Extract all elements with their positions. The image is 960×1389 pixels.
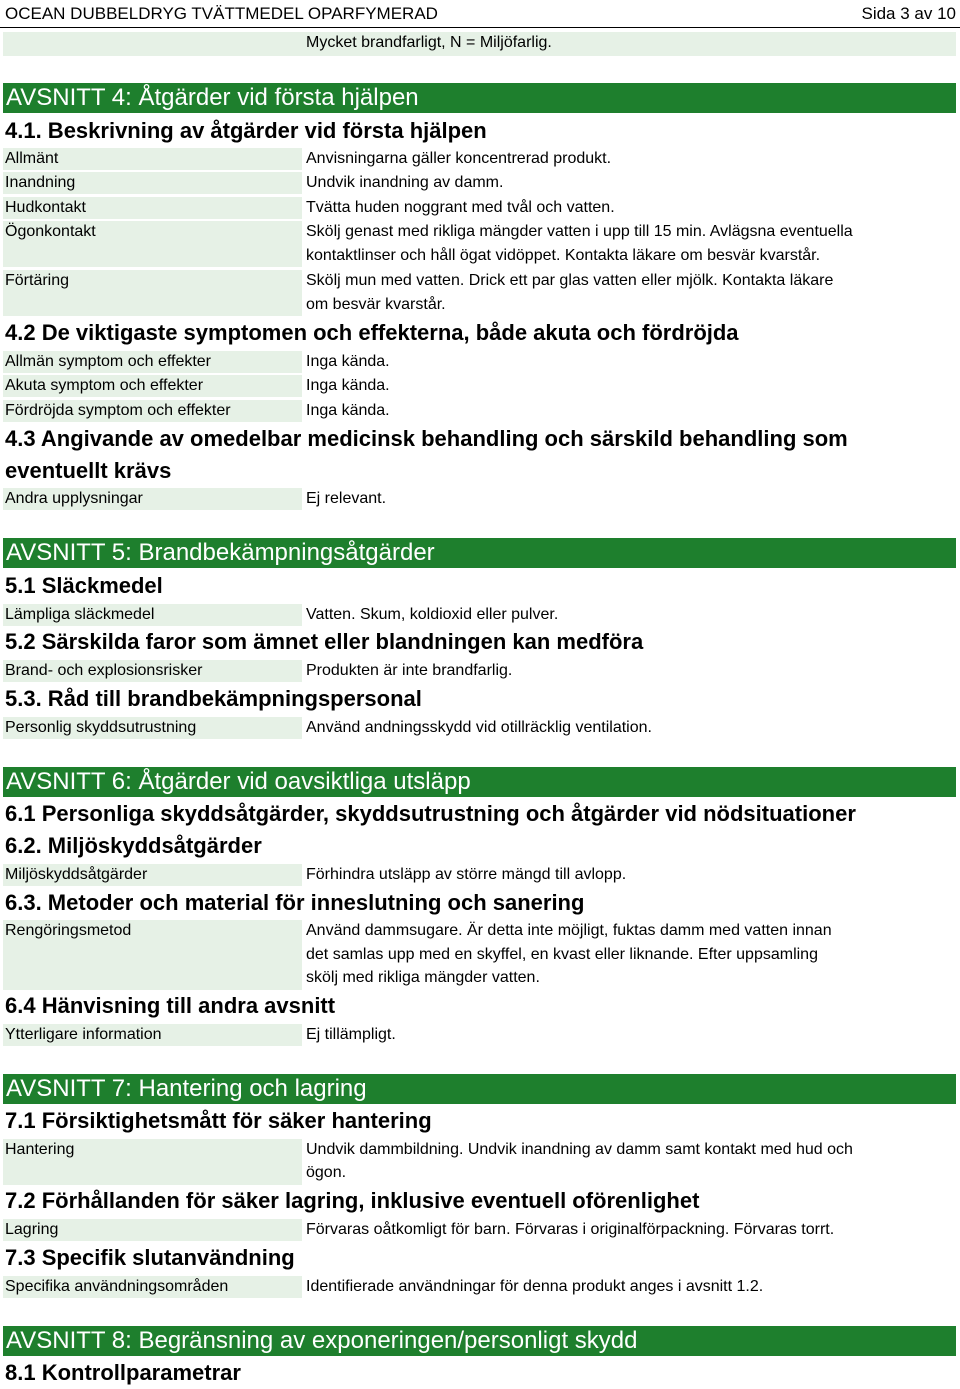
document-title: OCEAN DUBBELDRYG TVÄTTMEDEL OPARFYMERAD [5, 4, 438, 23]
value-andra-upplysningar: Ej relevant. [306, 490, 387, 507]
label-miljoskyddsatgarder: Miljöskyddsåtgärder [3, 864, 302, 886]
label-inandning: Inandning [3, 172, 302, 194]
label-allman-symptom: Allmän symptom och effekter [3, 351, 302, 373]
top-note: Mycket brandfarligt, N = Miljöfarlig. [302, 32, 956, 56]
subsection-6-4: 6.4 Hänvisning till andra avsnitt [5, 993, 336, 1018]
section-4-title: AVSNITT 4: Åtgärder vid första hjälpen [3, 83, 956, 113]
label-lampliga-slackmedel: Lämpliga släckmedel [3, 604, 302, 626]
label-fordrojda-symptom: Fördröjda symptom och effekter [3, 400, 302, 422]
value-rengoringsmetod-line3: skölj med rikliga mängder vatten. [306, 969, 540, 986]
subsection-8-1: 8.1 Kontrollparametrar [5, 1360, 241, 1385]
subsection-7-3: 7.3 Specifik slutanvändning [5, 1245, 295, 1270]
label-brand-explosionsrisker: Brand- och explosionsrisker [3, 660, 302, 682]
label-specifika-anvandningsomraden: Specifika användningsområden [3, 1276, 302, 1298]
subsection-6-1: 6.1 Personliga skyddsåtgärder, skyddsutrustning och åtgärder vid nödsituationer [5, 801, 856, 826]
label-ytterligare-information: Ytterligare information [3, 1024, 302, 1046]
page-header [0, 0, 960, 28]
subsection-4-1: 4.1. Beskrivning av åtgärder vid första hjälpen [5, 118, 487, 143]
value-personlig-skyddsutrustning: Använd andningsskydd vid otillräcklig ventilation. [306, 719, 652, 736]
value-hantering-line1: Undvik dammbildning. Undvik inandning av damm samt kontakt med hud och [306, 1141, 853, 1158]
section-6-title: AVSNITT 6: Åtgärder vid oavsiktliga utsläpp [3, 767, 956, 797]
value-rengoringsmetod-line2: det samlas upp med en skyffel, en kvast eller liknande. Efter uppsamling [306, 946, 818, 963]
label-ogonkontakt: Ögonkontakt [3, 221, 302, 267]
subsection-5-3: 5.3. Råd till brandbekämpningspersonal [5, 686, 422, 711]
value-allman-symptom: Inga kända. [306, 353, 390, 370]
subsection-6-3: 6.3. Metoder och material för inneslutning och sanering [5, 890, 585, 915]
value-miljoskyddsatgarder: Förhindra utsläpp av större mängd till avlopp. [306, 866, 627, 883]
value-brand-explosionsrisker: Produkten är inte brandfarlig. [306, 662, 513, 679]
subsection-4-3-line1: 4.3 Angivande av omedelbar medicinsk behandling och särskild behandling som [5, 426, 848, 451]
section-7-title: AVSNITT 7: Hantering och lagring [3, 1074, 956, 1104]
value-allmant: Anvisningarna gäller koncentrerad produkt. [306, 150, 612, 167]
subsection-5-1: 5.1 Släckmedel [5, 573, 163, 598]
value-fordrojda-symptom: Inga kända. [306, 402, 390, 419]
value-akuta-symptom: Inga kända. [306, 377, 390, 394]
label-andra-upplysningar: Andra upplysningar [3, 488, 302, 510]
value-specifika-anvandningsomraden: Identifierade användningar för denna produkt anges i avsnitt 1.2. [306, 1278, 764, 1295]
label-rengoringsmetod: Rengöringsmetod [3, 920, 302, 990]
value-lagring: Förvaras oåtkomligt för barn. Förvaras i originalförpackning. Förvaras torrt. [306, 1221, 835, 1238]
value-hudkontakt: Tvätta huden noggrant med tvål och vatten. [306, 199, 615, 216]
label-allmant: Allmänt [3, 148, 302, 170]
section-5-title: AVSNITT 5: Brandbekämpningsåtgärder [3, 538, 956, 568]
subsection-5-2: 5.2 Särskilda faror som ämnet eller blandningen kan medföra [5, 629, 644, 654]
top-label-blank [3, 32, 302, 56]
value-lampliga-slackmedel: Vatten. Skum, koldioxid eller pulver. [306, 606, 559, 623]
value-inandning: Undvik inandning av damm. [306, 174, 504, 191]
value-ytterligare-information: Ej tillämpligt. [306, 1026, 396, 1043]
value-fortaring-line2: om besvär kvarstår. [306, 296, 446, 313]
label-hantering: Hantering [3, 1139, 302, 1185]
subsection-4-3-line2: eventuellt krävs [5, 458, 172, 483]
label-akuta-symptom: Akuta symptom och effekter [3, 375, 302, 397]
label-hudkontakt: Hudkontakt [3, 197, 302, 219]
section-8-title: AVSNITT 8: Begränsning av exponeringen/personligt skydd [3, 1326, 956, 1356]
label-personlig-skyddsutrustning: Personlig skyddsutrustning [3, 717, 302, 739]
label-fortaring: Förtäring [3, 270, 302, 316]
value-fortaring-line1: Skölj mun med vatten. Drick ett par glas vatten eller mjölk. Kontakta läkare [306, 272, 834, 289]
page-number: Sida 3 av 10 [861, 4, 956, 23]
label-lagring: Lagring [3, 1219, 302, 1241]
subsection-4-2: 4.2 De viktigaste symptomen och effekterna, både akuta och fördröjda [5, 320, 739, 345]
value-ogonkontakt-line1: Skölj genast med rikliga mängder vatten i upp till 15 min. Avlägsna eventuella [306, 223, 853, 240]
subsection-7-1: 7.1 Försiktighetsmått för säker hantering [5, 1108, 432, 1133]
value-ogonkontakt-line2: kontaktlinser och håll ögat vidöppet. Kontakta läkare om besvär kvarstår. [306, 247, 821, 264]
subsection-7-2: 7.2 Förhållanden för säker lagring, inklusive eventuell oförenlighet [5, 1188, 700, 1213]
value-rengoringsmetod-line1: Använd dammsugare. Är detta inte möjligt, fuktas damm med vatten innan [306, 922, 832, 939]
subsection-6-2: 6.2. Miljöskyddsåtgärder [5, 833, 262, 858]
value-hantering-line2: ögon. [306, 1164, 347, 1181]
